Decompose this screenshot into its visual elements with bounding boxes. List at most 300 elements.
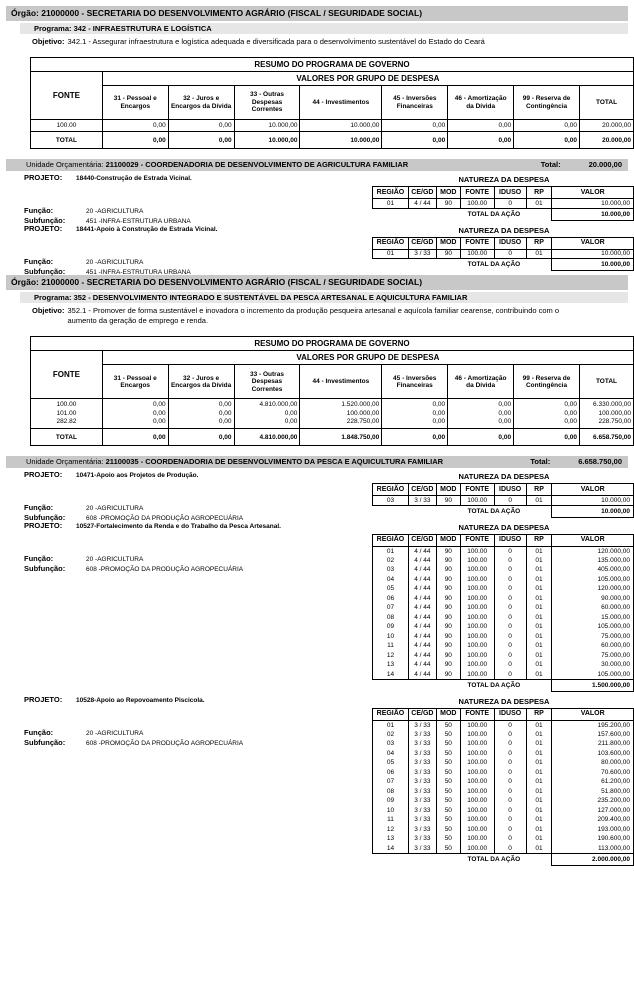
natureza-cell: 100.00 — [460, 825, 494, 835]
column-header: 31 - Pessoal e Encargos — [102, 365, 168, 399]
total-cell: 1.848.750,00 — [300, 429, 382, 446]
resumo-title-row — [31, 58, 634, 72]
natureza-column-header: IDUSO — [494, 187, 526, 199]
objetivo-line: 342.1 - Assegurar infraestrutura e logística adequada e diversificada para o desenvolvimento sustentável do Estado do Ceará — [67, 37, 485, 46]
total-cell: 0,00 — [448, 429, 514, 446]
natureza-cell: 70.600,00 — [552, 768, 634, 778]
natureza-cell: 3 / 33 — [408, 787, 436, 797]
natureza-cell: 3 / 33 — [408, 768, 436, 778]
natureza-cell: 90.000,00 — [552, 594, 634, 604]
natureza-cell: 105.000,00 — [552, 575, 634, 585]
natureza-row — [373, 720, 634, 730]
total-acao-value: 1.500.000,00 — [552, 679, 634, 691]
natureza-cell: 01 — [373, 720, 409, 730]
natureza-column-header: FONTE — [460, 534, 494, 546]
natureza-cell: 07 — [373, 777, 409, 787]
natureza-row — [373, 613, 634, 623]
natureza-cell: 0 — [494, 575, 526, 585]
natureza-cell: 0 — [494, 758, 526, 768]
fonte-cell: 100.00 — [31, 399, 103, 409]
natureza-column-header: CE/GD — [408, 484, 436, 496]
natureza-cell: 01 — [526, 613, 552, 623]
natureza-cell: 100.00 — [460, 739, 494, 749]
unidade-name — [26, 456, 443, 468]
natureza-cell: 3 / 33 — [408, 777, 436, 787]
subfuncao-row — [24, 565, 243, 574]
value-cell: 0,00 — [168, 418, 234, 429]
natureza-cell: 193.000,00 — [552, 825, 634, 835]
natureza-cell: 01 — [526, 199, 552, 209]
total-acao-row — [373, 853, 634, 865]
natureza-cell: 3 / 33 — [408, 834, 436, 844]
resumo-subtitle: VALORES POR GRUPO DE DESPESA — [102, 351, 633, 365]
natureza-cell: 01 — [526, 768, 552, 778]
natureza-cell: 01 — [526, 787, 552, 797]
natureza-cell: 4 / 44 — [408, 575, 436, 585]
column-header: 99 - Reserva de Contingência — [514, 86, 580, 120]
resumo-title-row — [31, 337, 634, 351]
natureza-cell: 06 — [373, 768, 409, 778]
natureza-cell: 60.000,00 — [552, 641, 634, 651]
natureza-cell: 3 / 33 — [408, 806, 436, 816]
natureza-cell: 01 — [526, 844, 552, 854]
funcao-row — [24, 207, 143, 216]
natureza-cell: 3 / 33 — [408, 844, 436, 854]
natureza-row — [373, 844, 634, 854]
natureza-cell: 11 — [373, 815, 409, 825]
natureza-cell: 4 / 44 — [408, 565, 436, 575]
natureza-cell: 4 / 44 — [408, 641, 436, 651]
natureza-cell: 0 — [494, 815, 526, 825]
natureza-cell: 13 — [373, 660, 409, 670]
objetivo-label: Objetivo: — [32, 306, 65, 316]
value-cell: 0,00 — [448, 120, 514, 132]
natureza-cell: 0 — [494, 777, 526, 787]
natureza-cell: 100.00 — [460, 651, 494, 661]
natureza-title: NATUREZA DA DESPESA — [458, 522, 550, 532]
natureza-cell: 90 — [436, 613, 460, 623]
natureza-cell: 4 / 44 — [408, 670, 436, 680]
value-cell: 6.330.000,00 — [579, 399, 633, 409]
natureza-cell: 100.00 — [460, 768, 494, 778]
natureza-cell: 01 — [526, 622, 552, 632]
projeto-title — [24, 225, 364, 234]
projeto-block — [6, 223, 630, 276]
natureza-column-header: MOD — [436, 237, 460, 249]
value-cell: 0,00 — [102, 120, 168, 132]
natureza-cell: 12 — [373, 651, 409, 661]
natureza-cell: 105.000,00 — [552, 622, 634, 632]
projeto-name: 10527-Fortalecimento da Renda e do Trabalho da Pesca Artesanal. — [76, 522, 281, 530]
natureza-column-header: MOD — [436, 708, 460, 720]
funcao-value: 20 -AGRICULTURA — [86, 555, 144, 563]
natureza-cell: 0 — [494, 613, 526, 623]
natureza-cell: 0 — [494, 670, 526, 680]
natureza-cell: 100.00 — [460, 641, 494, 651]
natureza-cell: 0 — [494, 641, 526, 651]
funcao-row — [24, 504, 143, 513]
value-cell: 1.520.000,00 — [300, 399, 382, 409]
unidade-code-name: 21100029 - COORDENADORIA DE DESENVOLVIMENTO DE AGRICULTURA FAMILIAR — [105, 160, 409, 170]
total-acao-label: TOTAL DA AÇÃO — [436, 853, 552, 865]
value-cell: 100.000,00 — [300, 409, 382, 418]
natureza-cell: 157.600,00 — [552, 730, 634, 740]
value-cell: 0,00 — [234, 418, 300, 429]
total-acao-label: TOTAL DA AÇÃO — [436, 259, 552, 271]
projeto-label: PROJETO: — [24, 694, 63, 704]
natureza-cell: 01 — [526, 641, 552, 651]
column-header: 44 - Investimentos — [300, 86, 382, 120]
subfuncao-label: Subfunção: — [24, 737, 66, 747]
funcao-row — [24, 555, 143, 564]
natureza-row — [373, 603, 634, 613]
column-header: 45 - Inversões Financeiras — [382, 365, 448, 399]
natureza-column-header: VALOR — [552, 484, 634, 496]
projeto-block — [6, 696, 628, 866]
natureza-column-header: IDUSO — [494, 484, 526, 496]
natureza-cell: 4 / 44 — [408, 546, 436, 556]
projeto-info — [24, 470, 364, 523]
natureza-cell: 100.00 — [460, 575, 494, 585]
natureza-header-row — [373, 484, 634, 496]
unidade-orcamentaria-bar — [6, 456, 628, 468]
natureza-cell: 90 — [436, 496, 460, 506]
programa-header: Programa: 352 - DESENVOLVIMENTO INTEGRADO E SUSTENTÁVEL DA PESCA ARTESANAL E AQUICULTURA FAMILIAR — [20, 292, 628, 303]
natureza-header-row — [373, 534, 634, 546]
natureza-row — [373, 622, 634, 632]
total-cell: 20.000,00 — [580, 132, 634, 149]
natureza-cell: 120.000,00 — [552, 546, 634, 556]
total-label: TOTAL — [31, 429, 103, 446]
column-header: TOTAL — [579, 365, 633, 399]
unidade-total-label: Total: — [530, 457, 551, 467]
projeto-info — [24, 694, 364, 747]
natureza-cell: 127.000,00 — [552, 806, 634, 816]
value-cell: 0,00 — [382, 120, 448, 132]
natureza-cell: 01 — [526, 660, 552, 670]
natureza-cell: 50 — [436, 787, 460, 797]
projeto-block — [6, 470, 630, 523]
natureza-cell: 01 — [526, 632, 552, 642]
natureza-row — [373, 546, 634, 556]
unidade-total-value: 6.658.750,00 — [578, 457, 622, 467]
natureza-cell: 08 — [373, 787, 409, 797]
natureza-cell: 3 / 33 — [408, 796, 436, 806]
total-acao-value: 10.000,00 — [552, 259, 634, 271]
subfuncao-value: 608 -PROMOÇÃO DA PRODUÇÃO AGROPECUÁRIA — [86, 515, 244, 523]
natureza-table — [372, 186, 634, 221]
value-cell: 0,00 — [448, 399, 514, 409]
natureza-cell: 01 — [373, 249, 409, 259]
natureza-cell: 100.00 — [460, 720, 494, 730]
subfuncao-label: Subfunção: — [24, 266, 66, 276]
natureza-cell: 01 — [526, 749, 552, 759]
natureza-column-header: FONTE — [460, 708, 494, 720]
projeto-info — [24, 520, 364, 573]
natureza-cell: 3 / 33 — [408, 739, 436, 749]
total-cell: 0,00 — [514, 429, 580, 446]
natureza-row — [373, 651, 634, 661]
natureza-cell: 10.000,00 — [552, 199, 634, 209]
resumo-total-row — [31, 429, 634, 446]
value-cell: 0,00 — [102, 418, 168, 429]
value-cell: 0,00 — [448, 418, 514, 429]
total-acao-row — [373, 505, 634, 517]
natureza-cell: 405.000,00 — [552, 565, 634, 575]
natureza-cell: 100.00 — [460, 556, 494, 566]
natureza-cell: 100.00 — [460, 632, 494, 642]
objetivo-label: Objetivo: — [32, 37, 65, 46]
natureza-row — [373, 584, 634, 594]
funcao-label: Função: — [24, 256, 54, 266]
natureza-cell: 100.00 — [460, 584, 494, 594]
natureza-cell: 4 / 44 — [408, 556, 436, 566]
natureza-row — [373, 641, 634, 651]
projeto-label: PROJETO: — [24, 470, 63, 480]
natureza-row — [373, 249, 634, 259]
natureza-cell: 05 — [373, 758, 409, 768]
natureza-cell: 209.400,00 — [552, 815, 634, 825]
natureza-cell: 01 — [526, 546, 552, 556]
natureza-column-header: CE/GD — [408, 187, 436, 199]
natureza-cell: 09 — [373, 796, 409, 806]
natureza-cell: 100.00 — [460, 199, 494, 209]
column-header: 32 - Juros e Encargos da Dívida — [168, 86, 234, 120]
natureza-column-header: CE/GD — [408, 708, 436, 720]
natureza-column-header: VALOR — [552, 237, 634, 249]
natureza-cell: 75.000,00 — [552, 651, 634, 661]
natureza-row — [373, 594, 634, 604]
total-cell: 0,00 — [382, 132, 448, 149]
natureza-row — [373, 834, 634, 844]
natureza-cell: 90 — [436, 660, 460, 670]
natureza-row — [373, 825, 634, 835]
funcao-value: 20 -AGRICULTURA — [86, 258, 144, 266]
funcao-value: 20 -AGRICULTURA — [86, 505, 144, 513]
natureza-cell: 0 — [494, 660, 526, 670]
projeto-title — [24, 174, 364, 183]
natureza-column-header: MOD — [436, 187, 460, 199]
resumo-title: RESUMO DO PROGRAMA DE GOVERNO — [31, 58, 634, 72]
natureza-despesa-block — [372, 174, 634, 221]
total-cell: 0,00 — [102, 132, 168, 149]
total-acao-row — [373, 679, 634, 691]
natureza-row — [373, 787, 634, 797]
natureza-row — [373, 730, 634, 740]
natureza-cell: 105.000,00 — [552, 670, 634, 680]
natureza-cell: 50 — [436, 806, 460, 816]
natureza-cell: 90 — [436, 632, 460, 642]
natureza-cell: 02 — [373, 556, 409, 566]
subfuncao-row — [24, 739, 243, 748]
projeto-block — [6, 173, 630, 226]
natureza-despesa-block — [372, 696, 634, 866]
natureza-cell: 01 — [526, 594, 552, 604]
natureza-cell: 01 — [526, 651, 552, 661]
natureza-row — [373, 496, 634, 506]
natureza-cell: 50 — [436, 739, 460, 749]
natureza-cell: 01 — [526, 730, 552, 740]
natureza-cell: 4 / 44 — [408, 622, 436, 632]
natureza-column-header: REGIÃO — [373, 237, 409, 249]
natureza-cell: 100.00 — [460, 796, 494, 806]
natureza-row — [373, 806, 634, 816]
unidade-code-name: 21100035 - COORDENADORIA DE DESENVOLVIMENTO DA PESCA E AQUICULTURA FAMILIAR — [105, 457, 444, 467]
projeto-info — [24, 173, 364, 226]
funcao-label: Função: — [24, 727, 54, 737]
natureza-row — [373, 739, 634, 749]
natureza-cell: 13 — [373, 834, 409, 844]
resumo-column-header-row — [31, 365, 634, 399]
value-cell: 0,00 — [514, 120, 580, 132]
objetivo-block — [6, 37, 628, 47]
natureza-cell: 03 — [373, 739, 409, 749]
natureza-table — [372, 708, 634, 866]
natureza-cell: 50 — [436, 749, 460, 759]
natureza-cell: 100.00 — [460, 622, 494, 632]
natureza-cell: 100.00 — [460, 730, 494, 740]
natureza-header-row — [373, 187, 634, 199]
natureza-cell: 14 — [373, 844, 409, 854]
natureza-cell: 0 — [494, 632, 526, 642]
natureza-cell: 0 — [494, 584, 526, 594]
value-cell: 0,00 — [102, 409, 168, 418]
natureza-title: NATUREZA DA DESPESA — [458, 696, 550, 706]
natureza-cell: 12 — [373, 825, 409, 835]
natureza-cell: 4 / 44 — [408, 632, 436, 642]
natureza-cell: 100.00 — [460, 787, 494, 797]
natureza-column-header: REGIÃO — [373, 187, 409, 199]
natureza-cell: 4 / 44 — [408, 584, 436, 594]
funcao-value: 20 -AGRICULTURA — [86, 729, 144, 737]
natureza-cell: 01 — [526, 758, 552, 768]
subfuncao-value: 608 -PROMOÇÃO DA PRODUÇÃO AGROPECUÁRIA — [86, 739, 244, 747]
total-cell: 0,00 — [168, 429, 234, 446]
resumo-subtitle-row — [31, 72, 634, 86]
natureza-cell: 100.00 — [460, 777, 494, 787]
value-cell: 0,00 — [514, 399, 580, 409]
spacer-cell — [373, 505, 437, 517]
natureza-row — [373, 632, 634, 642]
total-cell: 10.000,00 — [234, 132, 300, 149]
natureza-row — [373, 815, 634, 825]
natureza-cell: 01 — [526, 825, 552, 835]
natureza-cell: 3 / 33 — [408, 730, 436, 740]
value-cell: 0,00 — [382, 409, 448, 418]
funcao-value: 20 -AGRICULTURA — [86, 208, 144, 216]
natureza-cell: 113.000,00 — [552, 844, 634, 854]
natureza-cell: 90 — [436, 622, 460, 632]
natureza-column-header: VALOR — [552, 708, 634, 720]
subfuncao-value: 451 -INFRA-ESTRUTURA URBANA — [86, 218, 191, 226]
natureza-cell: 0 — [494, 749, 526, 759]
natureza-column-header: IDUSO — [494, 534, 526, 546]
subfuncao-label: Subfunção: — [24, 216, 66, 226]
natureza-cell: 01 — [526, 249, 552, 259]
spacer-cell — [373, 208, 437, 220]
column-header: TOTAL — [580, 86, 634, 120]
natureza-cell: 100.00 — [460, 806, 494, 816]
resumo-data-row — [31, 399, 634, 409]
natureza-cell: 3 / 33 — [408, 749, 436, 759]
natureza-despesa-block — [372, 225, 634, 272]
natureza-column-header: REGIÃO — [373, 708, 409, 720]
natureza-row — [373, 749, 634, 759]
unidade-total-value: 20.000,00 — [588, 160, 622, 170]
total-acao-value: 2.000.000,00 — [552, 853, 634, 865]
natureza-cell: 80.000,00 — [552, 758, 634, 768]
value-cell: 10.000,00 — [300, 120, 382, 132]
natureza-column-header: RP — [526, 534, 552, 546]
natureza-column-header: IDUSO — [494, 708, 526, 720]
natureza-cell: 0 — [494, 546, 526, 556]
subfuncao-row — [24, 268, 191, 277]
total-label: TOTAL — [31, 132, 103, 149]
natureza-cell: 01 — [526, 777, 552, 787]
natureza-cell: 0 — [494, 249, 526, 259]
value-cell: 10.000,00 — [234, 120, 300, 132]
natureza-cell: 05 — [373, 584, 409, 594]
natureza-column-header: VALOR — [552, 187, 634, 199]
natureza-column-header: REGIÃO — [373, 484, 409, 496]
natureza-cell: 0 — [494, 768, 526, 778]
natureza-column-header: RP — [526, 484, 552, 496]
funcao-label: Função: — [24, 553, 54, 563]
natureza-cell: 01 — [526, 575, 552, 585]
natureza-cell: 4 / 44 — [408, 594, 436, 604]
resumo-subtitle-row — [31, 351, 634, 365]
orgao-header: Órgão: 21000000 - SECRETARIA DO DESENVOLVIMENTO AGRÁRIO (FISCAL / SEGURIDADE SOCIAL) — [6, 6, 628, 21]
fonte-cell: 101.00 — [31, 409, 103, 418]
natureza-cell: 235.200,00 — [552, 796, 634, 806]
natureza-cell: 0 — [494, 565, 526, 575]
natureza-cell: 01 — [526, 670, 552, 680]
natureza-cell: 4 / 44 — [408, 613, 436, 623]
value-cell: 0,00 — [168, 409, 234, 418]
natureza-cell: 3 / 33 — [408, 815, 436, 825]
projeto-block — [6, 522, 628, 692]
natureza-row — [373, 565, 634, 575]
unidade-total-label: Total: — [540, 160, 561, 170]
total-acao-value: 10.000,00 — [552, 208, 634, 220]
natureza-cell: 90 — [436, 641, 460, 651]
natureza-cell: 0 — [494, 739, 526, 749]
natureza-header-row — [373, 237, 634, 249]
fonte-header: FONTE — [31, 72, 103, 120]
funcao-row — [24, 729, 143, 738]
natureza-cell: 0 — [494, 834, 526, 844]
natureza-row — [373, 575, 634, 585]
fonte-cell: 282.82 — [31, 418, 103, 429]
natureza-cell: 103.600,00 — [552, 749, 634, 759]
natureza-row — [373, 758, 634, 768]
natureza-cell: 4 / 44 — [408, 660, 436, 670]
projeto-title — [24, 471, 364, 480]
natureza-row — [373, 199, 634, 209]
natureza-cell: 0 — [494, 603, 526, 613]
natureza-cell: 01 — [526, 556, 552, 566]
column-header: 33 - Outras Despesas Correntes — [234, 365, 300, 399]
natureza-cell: 100.00 — [460, 844, 494, 854]
natureza-cell: 0 — [494, 730, 526, 740]
natureza-cell: 3 / 33 — [408, 758, 436, 768]
natureza-cell: 60.000,00 — [552, 603, 634, 613]
natureza-cell: 90 — [436, 670, 460, 680]
natureza-row — [373, 796, 634, 806]
subfuncao-label: Subfunção: — [24, 513, 66, 523]
natureza-cell: 50 — [436, 730, 460, 740]
natureza-cell: 50 — [436, 844, 460, 854]
